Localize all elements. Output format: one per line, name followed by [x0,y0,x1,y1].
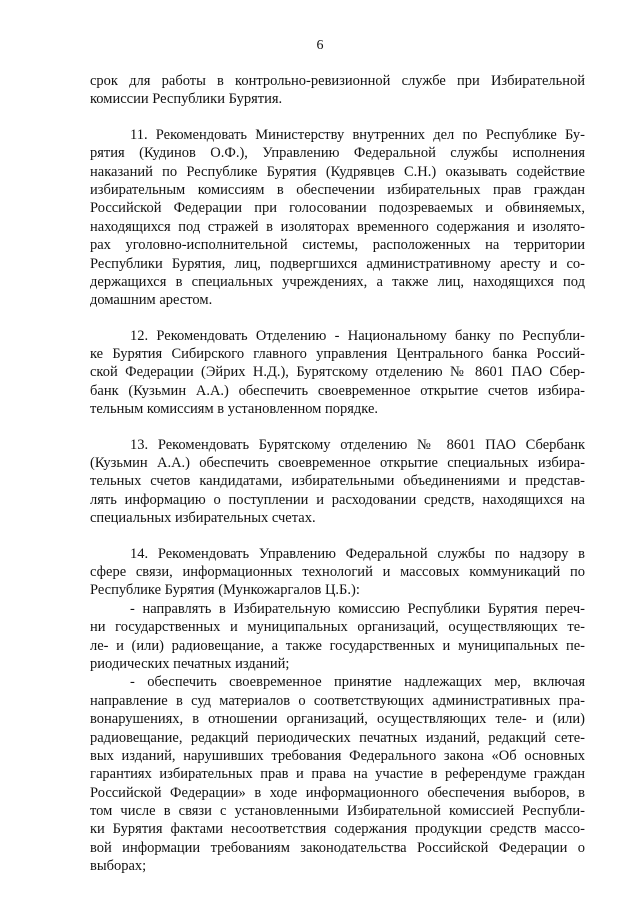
text-line: вой информации требованиям законодательства Российской Федерации о [90,839,585,856]
paragraph [90,126,585,310]
text-line: 14. Рекомендовать Управлению Федеральной службы по надзору в [130,545,585,562]
text-line: ке Бурятия Сибирского главного управления Центрального банка Россий- [90,346,585,363]
text-line: лять информацию о поступлении и расходовании средств, находящихся на [90,491,585,508]
text-line: (Кузьмин А.А.) обеспечить своевременное открытие специальных избира- [90,455,585,472]
text-line: срок для работы в контрольно-ревизионной службе при Избирательной [90,73,585,89]
text-line: комиссии Республики Бурятия. [90,91,283,108]
text-line: ни государственных и муниципальных организаций, осуществляющих те- [90,619,585,636]
document-body [90,72,585,876]
text-line: 12. Рекомендовать Отделению - Национальному банку по Республи- [130,327,585,344]
text-line: Республики Бурятия, лиц, подвергшихся административному аресту и со- [90,255,585,272]
text-line: - направлять в Избирательную комиссию Республики Бурятия переч- [130,600,585,617]
text-line: - обеспечить своевременное принятие надлежащих мер, включая [130,674,585,691]
text-line: тельным комиссиям в установленном порядке. [90,401,379,418]
text-line: вонарушениях, в отношении организаций, осуществляющих теле- и (или) [90,711,585,728]
text-line: 13. Рекомендовать Бурятскому отделению № 8601 ПАО Сбербанк [130,436,585,453]
text-line: банк (Кузьмин А.А.) обеспечить своевременное открытие счетов избира- [90,382,585,399]
text-line: направление в суд материалов о соответствующих административных пра- [90,692,585,709]
paragraph [90,436,585,528]
text-line: том числе в связи с установленными Избирательной комиссией Республи- [90,803,585,820]
text-line: ле- и (или) радиовещание, а также государственных и муниципальных пе- [90,637,585,654]
text-line: риодических печатных изданий; [90,655,290,672]
text-line: наказаний по Республике Бурятия (Кудрявцев С.Н.) оказывать содействие [90,163,585,180]
text-line: рятия (Кудинов О.Ф.), Управлению Федеральной службы исполнения [90,145,585,162]
text-line: находящихся под стражей в изоляторах временного содержания и изолято- [90,218,585,235]
text-line: домашним арестом. [90,292,213,309]
text-line: рах уголовно-исполнительной системы, расположенных на территории [90,237,585,254]
paragraph [90,600,585,674]
paragraph [90,72,585,109]
text-line: гарантиях избирательных прав и права на участие в референдуме граждан [90,766,585,783]
text-line: тельных счетов кандидатами, избирательными объединениями и представ- [90,473,585,490]
text-line: 11. Рекомендовать Министерству внутренних дел по Республике Бу- [130,126,585,143]
paragraph [90,673,585,875]
text-line: сфере связи, информационных технологий и массовых коммуникаций по [90,563,585,580]
text-line: ки Бурятия фактами несоответствия содержания продукции средств массо- [90,821,585,838]
text-line: вых изданий, нарушивших требования Федерального закона «Об основных [90,747,585,764]
text-line: радиовещание, редакций периодических печатных изданий, редакций сете- [90,729,585,746]
paragraph [90,545,585,600]
text-line: держащихся в специальных учреждениях, а также лиц, находящихся под [90,273,585,290]
page-number: 6 [316,38,324,53]
text-line: избирательным комиссиям в обеспечении избирательных прав граждан [90,181,585,198]
text-line: Российской Федерации» в ходе информационного обеспечения выборов, в [90,784,585,801]
text-line: Республике Бурятия (Мункожаргалов Ц.Б.): [90,582,360,599]
text-line: специальных избирательных счетах. [90,510,316,527]
paragraph [90,327,585,419]
text-line: выборах; [90,858,147,875]
text-line: Российской Федерации при голосовании подозреваемых и обвиняемых, [90,200,585,217]
text-line: ской Федерации (Эйрих Н.Д.), Бурятскому отделению № 8601 ПАО Сбер- [90,364,585,381]
